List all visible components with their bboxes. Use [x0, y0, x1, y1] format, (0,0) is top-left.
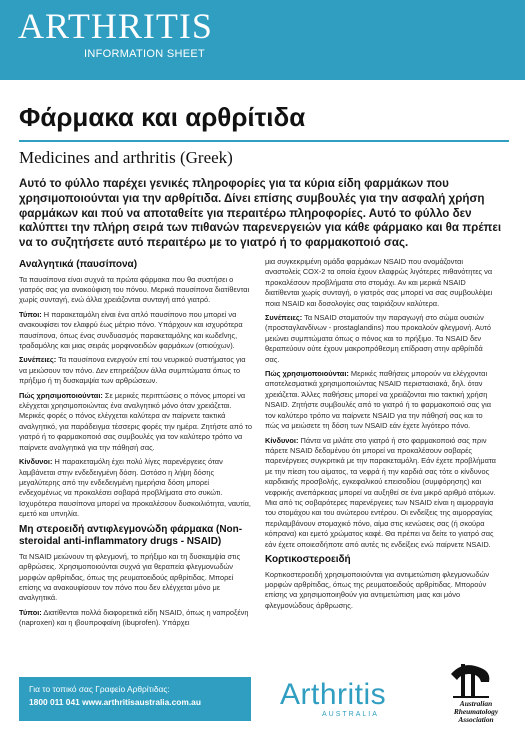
- arthritis-australia-logo: [276, 676, 396, 724]
- ara-logo: [431, 660, 511, 730]
- title-divider: [19, 140, 509, 142]
- left-column: [19, 257, 252, 633]
- label: Πώς χρησιμοποιούνται:: [19, 390, 103, 400]
- label: Πώς χρησιμοποιούνται:: [265, 369, 349, 379]
- paragraph: Κορτικοστεροειδή χρησιμοποιούνται για αντιμετώπιση φλεγμονωδών μορφών αρθρίτιδας, όπως της ρευματοειδούς αρθρίτιδας. Μπορούν επίσης να χρησιμοποιηθούν για αντιμετώπιση μιας και μόνο φλεγμονώδους άρθρωσης.: [265, 569, 490, 610]
- page-subtitle: Medicines and arthritis (Greek): [19, 148, 233, 167]
- header-banner: [0, 0, 525, 80]
- footer-contact-bar: [19, 677, 251, 721]
- paragraph: [265, 436, 498, 550]
- text: Σε μερικές περιπτώσεις ο πόνος μπορεί να ελέγχεται χρησιμοποιώντας ένα αναλγητικό μόνο όταν χρειάζεται. Μερικές φορές ο πόνος ελέγχεται καλύτερα αν παίρνετε τακτικά αναλγητικό, για παράδειγμα τέσσερις φορές την ημέρα. Ζητήστε από το γιατρό ή το φαρμακοποιό σας συμβουλές για τον καλύτερο τρόπο να παίρνετε αναλγητικά για την πάθησή σας.: [19, 390, 252, 452]
- paragraph: [19, 608, 252, 629]
- label: Συνέπειες:: [19, 355, 57, 365]
- footer-contact[interactable]: 1800 011 041 www.arthritisaustralia.com.au: [29, 697, 201, 707]
- label: Τύποι:: [19, 309, 42, 319]
- paragraph: [19, 355, 252, 386]
- text: Διατίθενται πολλά διαφορετικά είδη NSAID, όπως η ναπροξένη (naproxen) και η ιβουπροφαίνη (ibuprofen). Υπάρχει: [19, 607, 249, 628]
- label: Κίνδυνοι:: [19, 457, 53, 467]
- logo-word: Arthritis: [280, 678, 387, 711]
- text: Τα NSAID σταματούν την παραγωγή στο σώμα ουσιών (προσταγλανδίνων - prostaglandins) που προκαλούν φλεγμονή. Αυτό μειώνει συμπτώματα όπως ο πόνος και το πρήξιμο. Τα NSAID δεν θεραπεύουν ούτε έχουν μακροπρόθεσμη επίδραση στην αρθρίτιδά σας.: [265, 313, 492, 364]
- label: Κίνδυνοι:: [265, 435, 299, 445]
- paragraph: Τα παυσίπονα είναι συχνά τα πρώτα φάρμακα που θα συστήσει ο γιατρός σας για ανακούφιση του πόνου. Μερικά παυσίπονα διατίθενται χωρίς συνταγή, ενώ άλλα χρειάζονται συνταγή από γιατρό.: [19, 274, 250, 305]
- brand-title: ARTHRITIS: [18, 6, 213, 46]
- brand-subtitle: INFORMATION SHEET: [84, 48, 206, 60]
- intro-paragraph: Αυτό το φύλλο παρέχει γενικές πληροφορίες για τα κύρια είδη φαρμάκων που χρησιμοποιούνται για την αρθρίτιδα. Δίνει επίσης συμβουλές για την ασφαλή χρήση φαρμάκων και πού να αποταθείτε για περαιτέρω πληροφορίες. Αυτό το φύλλο δεν καλύπτει την πλήρη σειρά των πιθανών παρενεργειών για κάθε φάρμακο και θα πρέπει να το συζητήσετε αυτό περαιτέρω με το γιατρό ή το φαρμακοποιό σας.: [19, 177, 502, 250]
- right-column: [265, 257, 498, 615]
- tree-icon: [431, 660, 511, 700]
- text: Τα παυσίπονα ενεργούν επί του νευρικού συστήματος για να μειώσουν τον πόνο. Δεν επηρεάζουν άλλα συμπτώματα όπως το πρήξιμο ή τη δυσκαμψία των αρθρώσεων.: [19, 355, 246, 386]
- text: Μερικές παθήσεις μπορούν να ελέγχονται αποτελεσματικά χρησιμοποιώντας NSAID περιστασιακά, δηλ. όταν χρειάζεται. Άλλες παθήσεις μπορεί να χρειάζονται πιο τακτική χρήση NSAID. Ζητήστε συμβουλές από το γιατρό ή το φαρμακοποιό σας για τον καλύτερο τρόπο να παίρνετε NSAID για την πάθησή σας και το πώς να μειώσετε τη δόση των NSAID εάν έχετε λιγότερο πόνο.: [265, 369, 491, 431]
- paragraph: Τα NSAID μειώνουν τη φλεγμονή, το πρήξιμο και τη δυσκαμψία στις αρθρώσεις. Χρησιμοποιούνται συχνά για θεραπεία φλεγμονωδών μορφών αρθρίτιδας, όπως της ρευματοειδούς αρθρίτιδας. Μπορεί επίσης να ανακουφίσουν τον πόνο που δεν ελέγχεται μόνο με αναλγητικά.: [19, 551, 241, 603]
- text: Πάντα να μιλάτε στο γιατρό ή στο φαρμακοποιό σας πριν πάρετε NSAID δεδομένου ότι μπορεί να προκαλέσουν σοβαρές παρενέργειες συγκριτικά με την παρακεταμόλη. Εάν έχετε προβλήματα με την πίεση του αίματος, τα νεφρά ή την καρδιά σας τότε ο κίνδυνος καρδιακής προσβολής, εγκεφαλικού επεισοδίου (συμφόρησης) και νεφρικής ανεπάρκειας μπορεί να αυξηθεί σε ένα μικρό αριθμό ατόμων. Μια από τις σοβαρότερες παρενέργειες των NSAID είναι η αιμορραγία του στομάχου και του ανώτερου εντέρου. Οι ενδείξεις της αιμορραγίας περιλαμβάνουν στομαχικό πόνο, αίμα στις κενώσεις σας (ή σκούρα κόπρανα) και εμετό χρώματος καφέ. Θα πρέπει να δείτε το γιατρό σας εάν έχετε οποιεσδήποτε από αυτές τις ενδείξεις ενώ παίρνετε NSAID.: [265, 435, 496, 549]
- paragraph: μια συγκεκριμένη ομάδα φαρμάκων NSAID που ονομάζονται αναστολείς COX-2 τα οποία έχουν ελαφρώς λιγότερες πιθανότητες να προκαλέσουν προβλήματα στο στομάχι. Αν και μερικά NSAID διατίθενται χωρίς συνταγή, ο γιατρός σας μπορεί να σας συμβουλέψει ποια NSAID και δοσολογίες σας ταιριάζουν καλύτερα.: [265, 257, 493, 308]
- section-heading: Κορτικοστεροειδή: [265, 553, 351, 565]
- paragraph: [265, 369, 498, 431]
- section-heading: Αναλγητικά (παυσίπονα): [19, 259, 138, 270]
- paragraph: [19, 310, 252, 352]
- text: Η παρακεταμόλη έχει πολύ λίγες παρενέργειες όταν λαμβάνεται στην ενδεδειγμένη δόση. Ωστόσο η λήψη δόσης μεγαλύτερης από την ενδεδειγμένη ημερήσια δόση μπορεί ενδεχομένως να προκαλέσει σοβαρά προβλήματα στο συκώτι. Ισχυρότερα παυσίπονα μπορεί να προκαλέσουν δυσκοιλιότητα, ναυτία, εμετό και υπνηλία.: [19, 457, 251, 519]
- page-title: Φάρμακα και αρθρίτιδα: [19, 102, 306, 132]
- logo-sub: AUSTRALIA: [322, 711, 379, 718]
- section-heading: Μη στεροειδή αντιφλεγμονώδη φάρμακα (Non-steroidal anti-inflammatory drugs - NSAID): [19, 523, 243, 548]
- paragraph: [19, 391, 252, 453]
- ara-text: Australian Rheumatology Association: [453, 699, 499, 725]
- text: Η παρακεταμόλη είναι ένα απλό παυσίπονο που μπορεί να ανακουφίσει τον ελαφρύ έως μέτριο πόνο. Υπάρχουν και ισχυρότερα παυσίπονα, όπως ένας συνδυασμός παρακεταμόλης και κωδεΐνης, τραδαμόλης και μιας σειράς μορφινοειδών φαρμάκων (οπιούχων).: [19, 309, 243, 351]
- paragraph: [265, 313, 498, 365]
- paragraph: [19, 457, 252, 519]
- label: Συνέπειες:: [265, 313, 303, 323]
- footer-line: Για το τοπικό σας Γραφείο Αρθρίτιδας:: [29, 684, 170, 694]
- label: Τύποι:: [19, 607, 42, 617]
